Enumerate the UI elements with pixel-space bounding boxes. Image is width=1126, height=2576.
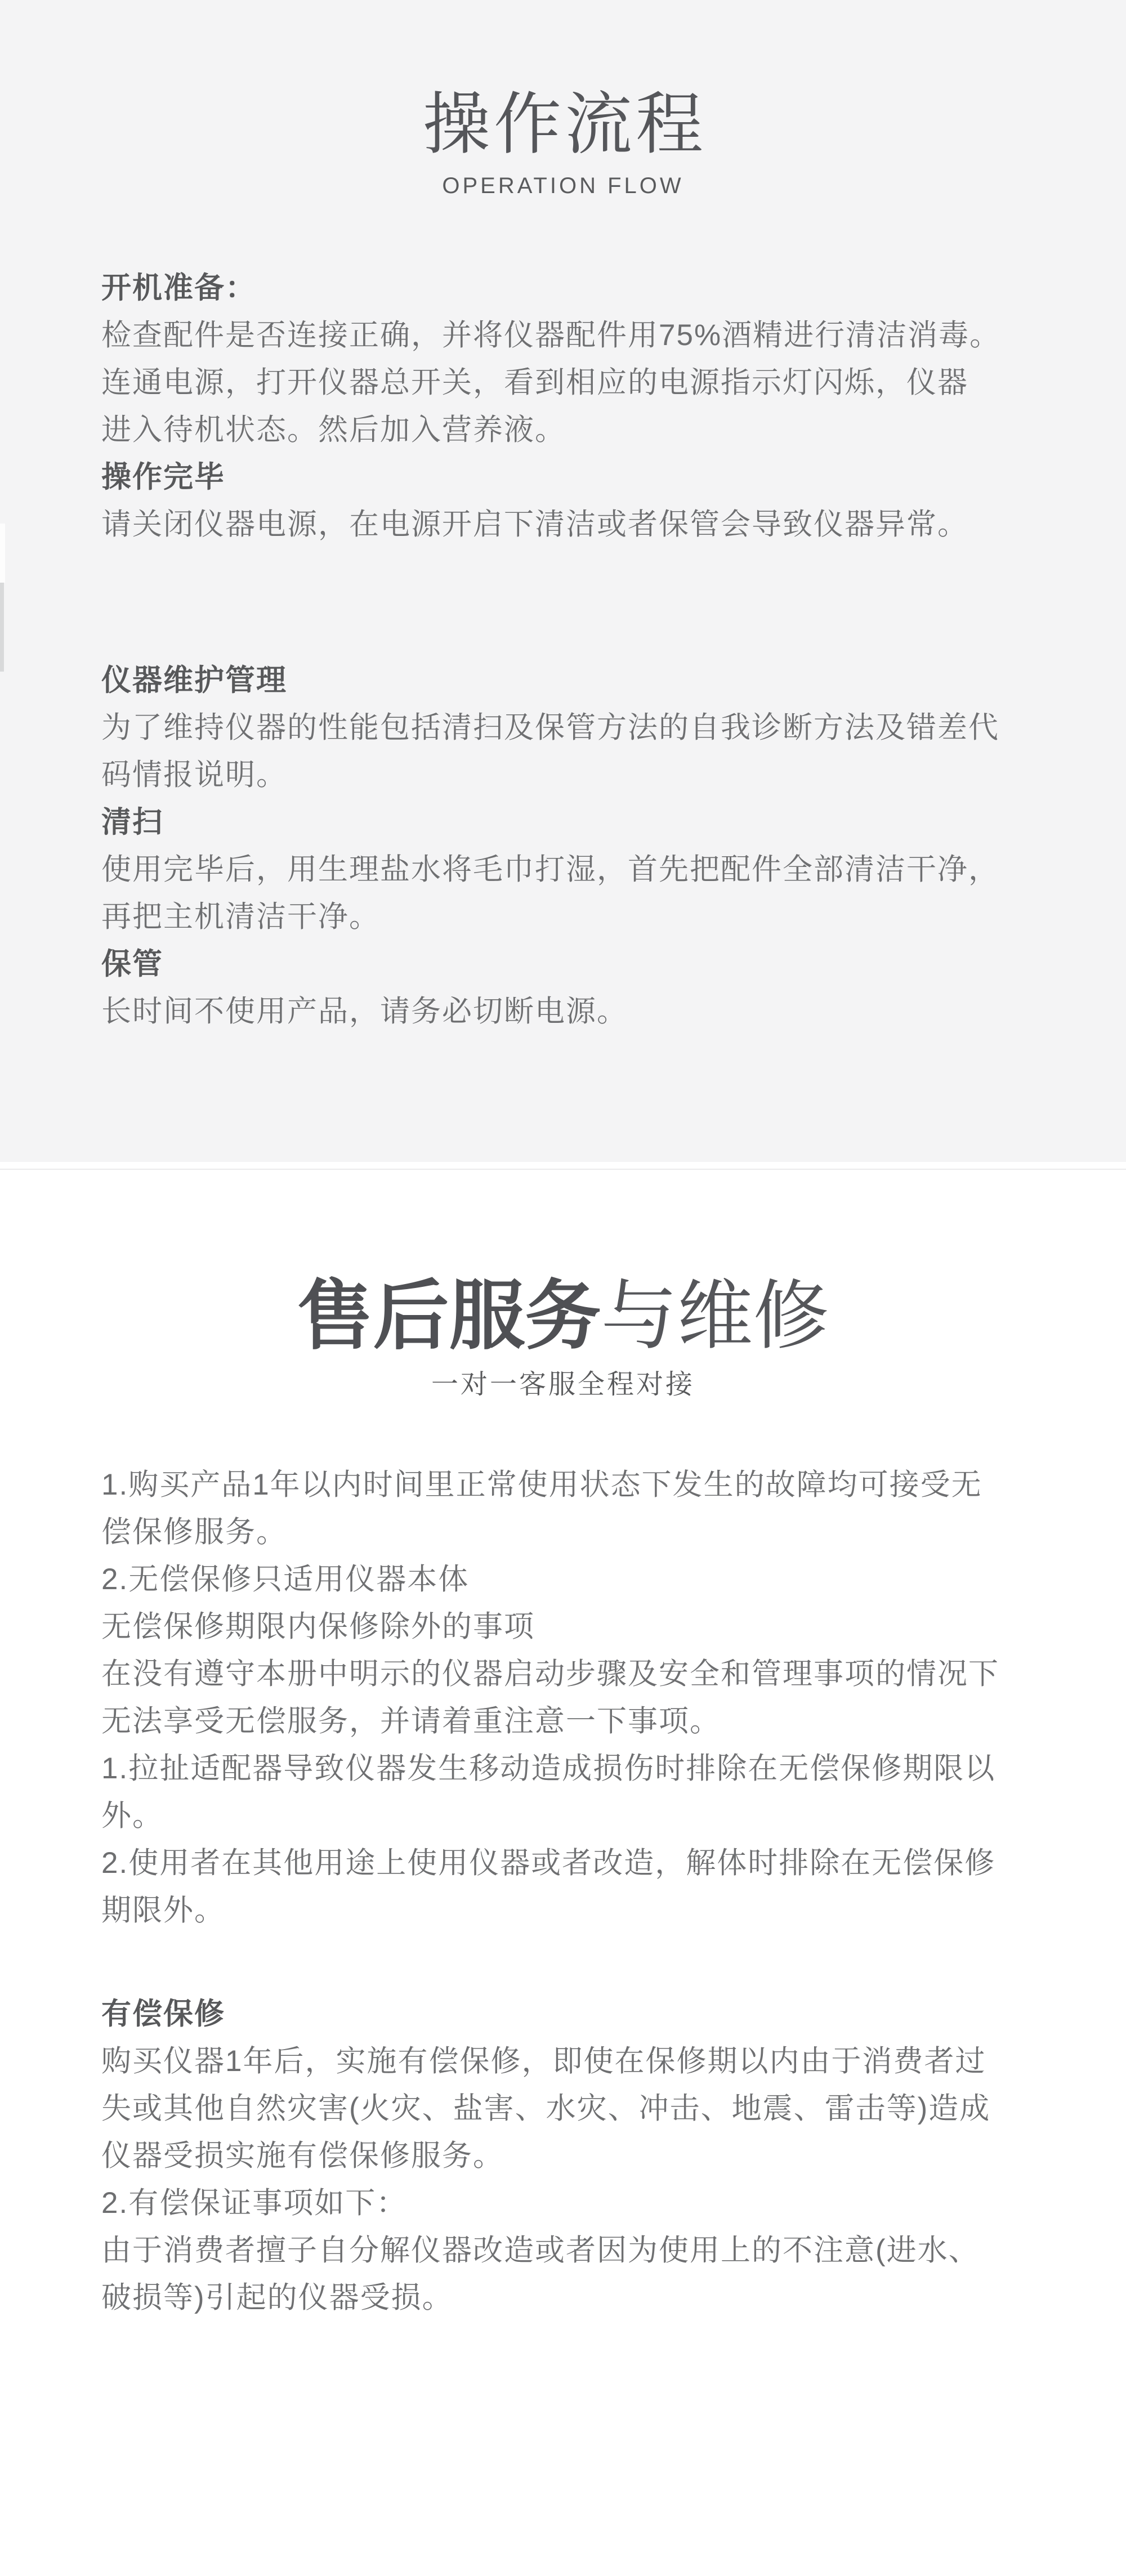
after-sales-subtitle: 一对一客服全程对接 [431, 1370, 695, 1399]
paragraph-line: 2.无偿保修只适用仪器本体 [101, 1563, 470, 1596]
paragraph-line: 破损等)引起的仪器受损。 [101, 2281, 453, 2314]
paragraph-line: 由于消费者擅子自分解仪器改造或者因为使用上的不注意(进水、 [101, 2234, 980, 2267]
paragraph-line: 无法享受无偿服务，并请着重注意一下事项。 [101, 1705, 721, 1738]
paragraph-line: 码情报说明。 [101, 758, 287, 791]
paragraph-line: 长时间不使用产品，请务必切断电源。 [101, 995, 628, 1028]
scrollbar-artifact-notch [0, 524, 5, 583]
paragraph-heading: 开机准备： [101, 271, 256, 305]
scrollbar-artifact-thumb [0, 583, 4, 672]
paragraph-line: 进入待机状态。然后加入营养液。 [101, 413, 566, 446]
paragraph-line: 1.购买产品1年以内时间里正常使用状态下发生的故障均可接受无 [101, 1468, 982, 1501]
paragraph-line: 在没有遵守本册中明示的仪器启动步骤及安全和管理事项的情况下 [101, 1657, 999, 1690]
paragraph-line: 检查配件是否连接正确，并将仪器配件用75%酒精进行清洁消毒。 [101, 319, 1001, 352]
after-sales-title [0, 1162, 1126, 1359]
paragraph-line: 无偿保修期限内保修除外的事项 [101, 1610, 535, 1643]
section-divider-line [0, 1169, 1126, 1170]
operation-flow-section [0, 0, 1126, 1162]
paragraph-line: 请关闭仪器电源，在电源开启下清洁或者保管会导致仪器异常。 [101, 508, 968, 541]
paragraph-line: 仪器受损实施有偿保修服务。 [101, 2139, 504, 2172]
maintenance-instructions-paragraph [101, 657, 1025, 1035]
paragraph-line: 使用完毕后，用生理盐水将毛巾打湿，首先把配件全部清洁干净， [101, 853, 999, 886]
paragraph-line: 连通电源，打开仪器总开关，看到相应的电源指示灯闪烁，仪器 [101, 366, 968, 399]
paragraph-line: 为了维持仪器的性能包括清扫及保管方法的自我诊断方法及错差代 [101, 711, 999, 744]
operation-flow-subtitle-en: OPERATION FLOW [442, 173, 684, 198]
free-warranty-terms-paragraph [101, 1461, 1025, 1934]
paragraph-heading: 有偿保修 [101, 1997, 225, 2031]
paragraph-line: 外。 [101, 1799, 163, 1832]
paragraph-line: 2.有偿保证事项如下： [101, 2186, 408, 2220]
operation-flow-title: 操作流程 [423, 87, 707, 162]
paragraph-heading: 保管 [101, 947, 163, 981]
paragraph-line: 偿保修服务。 [101, 1515, 287, 1549]
after-sales-title-regular-part: 与维修 [601, 1273, 829, 1358]
paragraph-heading: 操作完毕 [101, 460, 225, 494]
paragraph-line: 失或其他自然灾害(火灾、盐害、水灾、冲击、地震、雷击等)造成 [101, 2092, 991, 2125]
paragraph-line: 2.使用者在其他用途上使用仪器或者改造，解体时排除在无偿保修 [101, 1846, 996, 1880]
after-sales-title-bold-part: 售后服务 [297, 1273, 601, 1358]
paid-warranty-terms-paragraph [101, 1991, 1025, 2322]
paragraph-heading: 仪器维护管理 [101, 664, 287, 697]
paragraph-line: 1.拉扯适配器导致仪器发生移动造成损伤时排除在无偿保修期限以 [101, 1752, 996, 1785]
paragraph-heading: 清扫 [101, 806, 163, 839]
startup-instructions-paragraph [101, 265, 1025, 548]
paragraph-line: 期限外。 [101, 1894, 225, 1927]
after-sales-section [0, 1162, 1126, 2576]
paragraph-line: 购买仪器1年后，实施有偿保修，即使在保修期以内由于消费者过 [101, 2045, 986, 2078]
paragraph-line: 再把主机清洁干净。 [101, 900, 380, 933]
